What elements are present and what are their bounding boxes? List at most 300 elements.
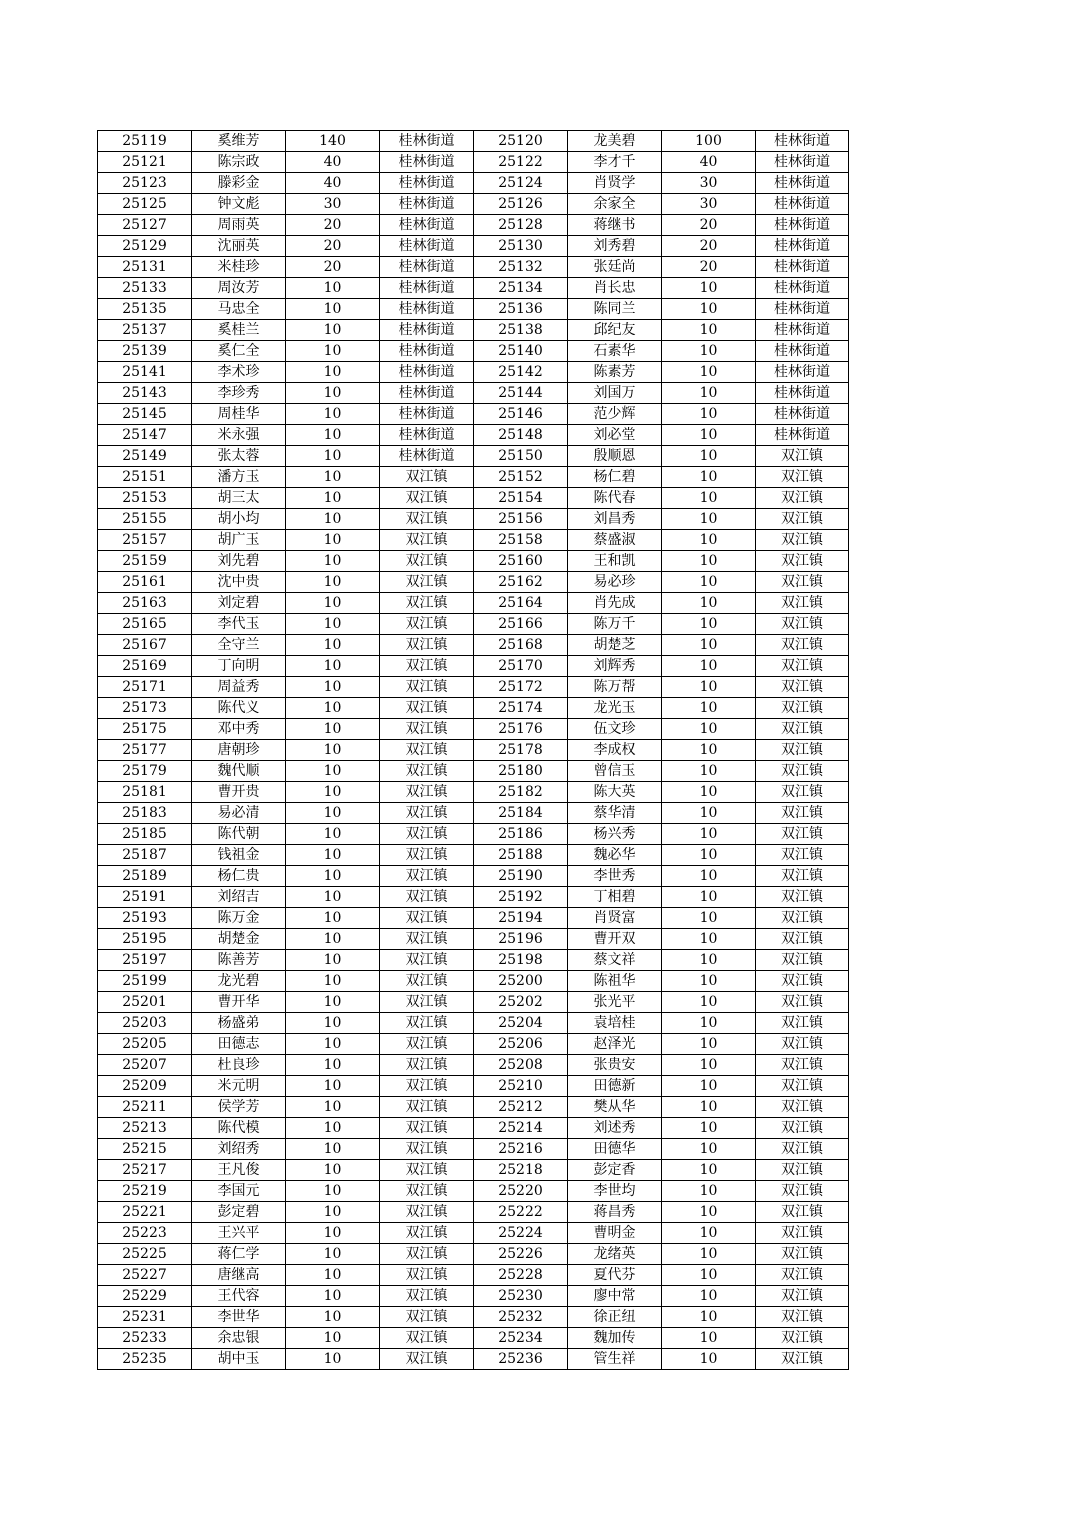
table-row: [98, 509, 849, 530]
cell-name-left: 胡三太: [192, 488, 286, 509]
cell-town-left: 双江镇: [380, 488, 474, 509]
cell-amount-left: 10: [286, 677, 380, 698]
cell-town-left: 双江镇: [380, 1202, 474, 1223]
cell-name-left: 李珍秀: [192, 383, 286, 404]
cell-town-left: 桂林街道: [380, 341, 474, 362]
cell-town-right: 双江镇: [756, 824, 849, 845]
cell-id-left: 25127: [98, 215, 192, 236]
table-row: [98, 1223, 849, 1244]
cell-name-right: 徐正纽: [568, 1307, 662, 1328]
cell-amount-left: 10: [286, 362, 380, 383]
cell-id-right: 25146: [474, 404, 568, 425]
cell-amount-right: 10: [662, 803, 756, 824]
cell-id-left: 25201: [98, 992, 192, 1013]
cell-name-left: 陈代朝: [192, 824, 286, 845]
cell-id-left: 25229: [98, 1286, 192, 1307]
cell-town-left: 双江镇: [380, 1076, 474, 1097]
cell-town-left: 双江镇: [380, 824, 474, 845]
cell-id-left: 25153: [98, 488, 192, 509]
cell-name-right: 李才千: [568, 152, 662, 173]
cell-amount-right: 10: [662, 1160, 756, 1181]
cell-id-left: 25167: [98, 635, 192, 656]
cell-town-right: 双江镇: [756, 1181, 849, 1202]
table-row: [98, 1307, 849, 1328]
cell-name-left: 刘绍吉: [192, 887, 286, 908]
cell-town-right: 双江镇: [756, 1307, 849, 1328]
cell-amount-right: 10: [662, 1139, 756, 1160]
cell-town-left: 双江镇: [380, 656, 474, 677]
cell-id-left: 25227: [98, 1265, 192, 1286]
cell-town-left: 双江镇: [380, 782, 474, 803]
cell-id-right: 25174: [474, 698, 568, 719]
cell-name-left: 杨盛弟: [192, 1013, 286, 1034]
cell-town-left: 双江镇: [380, 572, 474, 593]
cell-id-right: 25236: [474, 1349, 568, 1370]
cell-id-right: 25210: [474, 1076, 568, 1097]
cell-id-right: 25200: [474, 971, 568, 992]
cell-id-left: 25221: [98, 1202, 192, 1223]
cell-town-right: 双江镇: [756, 593, 849, 614]
cell-name-right: 龙绪英: [568, 1244, 662, 1265]
cell-amount-right: 10: [662, 425, 756, 446]
cell-amount-right: 10: [662, 299, 756, 320]
cell-amount-right: 10: [662, 845, 756, 866]
cell-name-right: 刘辉秀: [568, 656, 662, 677]
cell-town-left: 双江镇: [380, 803, 474, 824]
cell-town-left: 双江镇: [380, 1055, 474, 1076]
table-row: [98, 1097, 849, 1118]
cell-name-right: 易必珍: [568, 572, 662, 593]
table-row: [98, 803, 849, 824]
cell-id-left: 25233: [98, 1328, 192, 1349]
cell-town-left: 桂林街道: [380, 131, 474, 152]
cell-id-right: 25202: [474, 992, 568, 1013]
cell-town-right: 双江镇: [756, 1097, 849, 1118]
table-row: [98, 278, 849, 299]
cell-amount-left: 10: [286, 971, 380, 992]
cell-id-left: 25129: [98, 236, 192, 257]
cell-name-right: 袁培桂: [568, 1013, 662, 1034]
cell-amount-right: 10: [662, 320, 756, 341]
cell-amount-right: 10: [662, 1076, 756, 1097]
cell-town-left: 双江镇: [380, 908, 474, 929]
cell-amount-left: 10: [286, 656, 380, 677]
cell-id-left: 25189: [98, 866, 192, 887]
cell-town-right: 桂林街道: [756, 299, 849, 320]
cell-amount-right: 10: [662, 1265, 756, 1286]
cell-town-left: 双江镇: [380, 845, 474, 866]
cell-id-right: 25120: [474, 131, 568, 152]
cell-name-right: 管生祥: [568, 1349, 662, 1370]
cell-town-right: 桂林街道: [756, 404, 849, 425]
cell-id-right: 25134: [474, 278, 568, 299]
cell-id-right: 25140: [474, 341, 568, 362]
cell-id-left: 25211: [98, 1097, 192, 1118]
cell-town-left: 双江镇: [380, 1034, 474, 1055]
cell-name-right: 蔡华清: [568, 803, 662, 824]
cell-amount-right: 10: [662, 278, 756, 299]
table-row: [98, 593, 849, 614]
cell-town-right: 桂林街道: [756, 425, 849, 446]
cell-id-right: 25138: [474, 320, 568, 341]
cell-amount-right: 10: [662, 1223, 756, 1244]
cell-name-left: 周桂华: [192, 404, 286, 425]
cell-name-right: 李成权: [568, 740, 662, 761]
cell-id-left: 25137: [98, 320, 192, 341]
cell-amount-left: 10: [286, 341, 380, 362]
table-row: [98, 215, 849, 236]
cell-id-right: 25150: [474, 446, 568, 467]
cell-name-left: 奚维芳: [192, 131, 286, 152]
cell-id-right: 25176: [474, 719, 568, 740]
cell-name-right: 肖先成: [568, 593, 662, 614]
cell-town-left: 双江镇: [380, 761, 474, 782]
cell-amount-right: 10: [662, 1034, 756, 1055]
cell-town-right: 双江镇: [756, 614, 849, 635]
cell-id-right: 25172: [474, 677, 568, 698]
cell-town-right: 双江镇: [756, 1118, 849, 1139]
cell-amount-left: 10: [286, 509, 380, 530]
cell-town-right: 双江镇: [756, 887, 849, 908]
cell-town-right: 双江镇: [756, 740, 849, 761]
cell-town-left: 桂林街道: [380, 299, 474, 320]
cell-town-left: 双江镇: [380, 1328, 474, 1349]
table-row: [98, 131, 849, 152]
cell-id-left: 25223: [98, 1223, 192, 1244]
cell-amount-left: 10: [286, 887, 380, 908]
cell-amount-left: 10: [286, 1160, 380, 1181]
cell-amount-right: 10: [662, 782, 756, 803]
cell-town-right: 双江镇: [756, 446, 849, 467]
cell-town-left: 桂林街道: [380, 425, 474, 446]
cell-amount-right: 10: [662, 761, 756, 782]
cell-amount-left: 10: [286, 467, 380, 488]
cell-id-left: 25219: [98, 1181, 192, 1202]
cell-name-left: 余忠银: [192, 1328, 286, 1349]
cell-town-left: 双江镇: [380, 1097, 474, 1118]
cell-name-left: 彭定碧: [192, 1202, 286, 1223]
cell-id-right: 25152: [474, 467, 568, 488]
cell-id-right: 25130: [474, 236, 568, 257]
table-row: [98, 635, 849, 656]
cell-town-right: 双江镇: [756, 782, 849, 803]
cell-id-left: 25225: [98, 1244, 192, 1265]
cell-id-right: 25224: [474, 1223, 568, 1244]
cell-amount-right: 10: [662, 404, 756, 425]
cell-name-left: 周益秀: [192, 677, 286, 698]
table-row: [98, 740, 849, 761]
cell-id-left: 25175: [98, 719, 192, 740]
cell-id-left: 25169: [98, 656, 192, 677]
table-row: [98, 929, 849, 950]
table-row: [98, 908, 849, 929]
cell-amount-right: 10: [662, 740, 756, 761]
cell-id-right: 25128: [474, 215, 568, 236]
cell-town-right: 双江镇: [756, 1076, 849, 1097]
cell-id-left: 25209: [98, 1076, 192, 1097]
cell-town-right: 双江镇: [756, 866, 849, 887]
cell-name-right: 蒋继书: [568, 215, 662, 236]
cell-town-right: 双江镇: [756, 1013, 849, 1034]
cell-town-left: 双江镇: [380, 677, 474, 698]
cell-name-left: 钟文彪: [192, 194, 286, 215]
cell-town-right: 双江镇: [756, 572, 849, 593]
table-row: [98, 1013, 849, 1034]
cell-id-right: 25148: [474, 425, 568, 446]
cell-id-right: 25154: [474, 488, 568, 509]
cell-town-right: 双江镇: [756, 1160, 849, 1181]
cell-amount-left: 10: [286, 1265, 380, 1286]
cell-id-right: 25136: [474, 299, 568, 320]
cell-town-right: 双江镇: [756, 1034, 849, 1055]
cell-town-left: 双江镇: [380, 719, 474, 740]
cell-name-left: 蒋仁学: [192, 1244, 286, 1265]
cell-amount-left: 10: [286, 1286, 380, 1307]
cell-amount-right: 30: [662, 194, 756, 215]
table-row: [98, 551, 849, 572]
cell-id-right: 25182: [474, 782, 568, 803]
cell-id-left: 25147: [98, 425, 192, 446]
cell-amount-right: 10: [662, 1118, 756, 1139]
table-row: [98, 425, 849, 446]
table-row: [98, 1139, 849, 1160]
table-row: [98, 1118, 849, 1139]
cell-amount-right: 10: [662, 698, 756, 719]
cell-amount-left: 30: [286, 194, 380, 215]
cell-town-left: 双江镇: [380, 1286, 474, 1307]
cell-id-left: 25185: [98, 824, 192, 845]
cell-id-right: 25188: [474, 845, 568, 866]
cell-id-left: 25207: [98, 1055, 192, 1076]
cell-id-left: 25213: [98, 1118, 192, 1139]
cell-town-left: 双江镇: [380, 509, 474, 530]
cell-town-right: 双江镇: [756, 656, 849, 677]
cell-amount-left: 10: [286, 635, 380, 656]
table-row: [98, 488, 849, 509]
cell-id-left: 25173: [98, 698, 192, 719]
cell-id-left: 25135: [98, 299, 192, 320]
cell-town-left: 双江镇: [380, 698, 474, 719]
cell-amount-left: 10: [286, 782, 380, 803]
cell-town-right: 双江镇: [756, 992, 849, 1013]
cell-town-right: 双江镇: [756, 551, 849, 572]
cell-name-right: 殷顺恩: [568, 446, 662, 467]
table-row: [98, 467, 849, 488]
cell-amount-right: 10: [662, 992, 756, 1013]
cell-amount-left: 10: [286, 992, 380, 1013]
cell-id-left: 25203: [98, 1013, 192, 1034]
cell-name-left: 奚仁全: [192, 341, 286, 362]
cell-town-left: 双江镇: [380, 992, 474, 1013]
cell-name-right: 丁相碧: [568, 887, 662, 908]
cell-name-right: 魏必华: [568, 845, 662, 866]
cell-id-left: 25231: [98, 1307, 192, 1328]
cell-town-left: 桂林街道: [380, 362, 474, 383]
cell-amount-right: 10: [662, 1286, 756, 1307]
cell-name-right: 刘必堂: [568, 425, 662, 446]
cell-id-right: 25162: [474, 572, 568, 593]
cell-id-right: 25124: [474, 173, 568, 194]
cell-amount-left: 10: [286, 1223, 380, 1244]
cell-amount-left: 40: [286, 152, 380, 173]
cell-amount-right: 10: [662, 866, 756, 887]
cell-name-right: 陈同兰: [568, 299, 662, 320]
cell-name-left: 张太蓉: [192, 446, 286, 467]
cell-name-left: 钱祖金: [192, 845, 286, 866]
cell-town-left: 双江镇: [380, 1349, 474, 1370]
cell-name-right: 刘述秀: [568, 1118, 662, 1139]
table-row: [98, 530, 849, 551]
cell-town-left: 桂林街道: [380, 215, 474, 236]
cell-name-left: 米元明: [192, 1076, 286, 1097]
cell-name-right: 张贵安: [568, 1055, 662, 1076]
cell-amount-left: 10: [286, 866, 380, 887]
cell-name-right: 王和凯: [568, 551, 662, 572]
table-row: [98, 1265, 849, 1286]
cell-id-right: 25142: [474, 362, 568, 383]
table-row: [98, 782, 849, 803]
table-row: [98, 698, 849, 719]
cell-town-right: 桂林街道: [756, 383, 849, 404]
cell-id-left: 25123: [98, 173, 192, 194]
cell-name-left: 刘先碧: [192, 551, 286, 572]
cell-town-right: 双江镇: [756, 1139, 849, 1160]
cell-id-right: 25178: [474, 740, 568, 761]
cell-name-right: 余家全: [568, 194, 662, 215]
cell-name-left: 李世华: [192, 1307, 286, 1328]
cell-amount-left: 10: [286, 1034, 380, 1055]
cell-amount-right: 10: [662, 530, 756, 551]
cell-id-right: 25208: [474, 1055, 568, 1076]
cell-name-left: 曹开贵: [192, 782, 286, 803]
cell-amount-right: 10: [662, 824, 756, 845]
cell-name-right: 杨兴秀: [568, 824, 662, 845]
cell-name-left: 陈代义: [192, 698, 286, 719]
cell-id-right: 25170: [474, 656, 568, 677]
cell-amount-right: 10: [662, 1013, 756, 1034]
cell-amount-right: 10: [662, 1202, 756, 1223]
cell-id-left: 25161: [98, 572, 192, 593]
cell-name-right: 伍文珍: [568, 719, 662, 740]
table-row: [98, 404, 849, 425]
cell-name-left: 唐朝珍: [192, 740, 286, 761]
cell-amount-right: 30: [662, 173, 756, 194]
cell-name-right: 田德华: [568, 1139, 662, 1160]
cell-town-left: 双江镇: [380, 551, 474, 572]
table-row: [98, 1202, 849, 1223]
cell-town-right: 双江镇: [756, 488, 849, 509]
cell-name-left: 李术珍: [192, 362, 286, 383]
cell-id-left: 25119: [98, 131, 192, 152]
cell-town-left: 双江镇: [380, 1160, 474, 1181]
cell-amount-left: 10: [286, 824, 380, 845]
cell-amount-right: 10: [662, 677, 756, 698]
cell-amount-left: 140: [286, 131, 380, 152]
cell-name-right: 李世秀: [568, 866, 662, 887]
cell-town-left: 双江镇: [380, 530, 474, 551]
cell-name-left: 沈丽英: [192, 236, 286, 257]
cell-amount-right: 10: [662, 908, 756, 929]
cell-name-left: 潘方玉: [192, 467, 286, 488]
cell-amount-right: 10: [662, 929, 756, 950]
cell-name-left: 全守兰: [192, 635, 286, 656]
cell-id-left: 25151: [98, 467, 192, 488]
cell-town-left: 桂林街道: [380, 446, 474, 467]
table-row: [98, 1244, 849, 1265]
cell-name-left: 丁向明: [192, 656, 286, 677]
cell-name-left: 滕彩金: [192, 173, 286, 194]
cell-amount-left: 10: [286, 1328, 380, 1349]
cell-name-right: 陈祖华: [568, 971, 662, 992]
cell-town-right: 双江镇: [756, 509, 849, 530]
cell-id-left: 25171: [98, 677, 192, 698]
cell-town-right: 桂林街道: [756, 362, 849, 383]
cell-amount-left: 10: [286, 383, 380, 404]
cell-amount-left: 10: [286, 1244, 380, 1265]
cell-name-left: 龙光碧: [192, 971, 286, 992]
cell-id-right: 25180: [474, 761, 568, 782]
cell-name-right: 杨仁碧: [568, 467, 662, 488]
table-row: [98, 341, 849, 362]
cell-amount-right: 40: [662, 152, 756, 173]
table-row: [98, 446, 849, 467]
cell-amount-left: 40: [286, 173, 380, 194]
cell-town-right: 双江镇: [756, 467, 849, 488]
cell-name-right: 邱纪友: [568, 320, 662, 341]
cell-name-right: 赵泽光: [568, 1034, 662, 1055]
cell-amount-left: 20: [286, 257, 380, 278]
cell-name-left: 侯学芳: [192, 1097, 286, 1118]
cell-name-left: 李国元: [192, 1181, 286, 1202]
cell-id-left: 25193: [98, 908, 192, 929]
cell-id-left: 25179: [98, 761, 192, 782]
cell-amount-right: 10: [662, 1244, 756, 1265]
cell-amount-right: 10: [662, 488, 756, 509]
cell-id-left: 25163: [98, 593, 192, 614]
cell-id-left: 25139: [98, 341, 192, 362]
cell-town-right: 双江镇: [756, 908, 849, 929]
cell-name-right: 刘秀碧: [568, 236, 662, 257]
cell-amount-right: 10: [662, 719, 756, 740]
cell-id-left: 25191: [98, 887, 192, 908]
cell-name-left: 刘定碧: [192, 593, 286, 614]
cell-amount-right: 10: [662, 656, 756, 677]
cell-name-right: 曾信玉: [568, 761, 662, 782]
cell-id-left: 25121: [98, 152, 192, 173]
table-row: [98, 677, 849, 698]
cell-name-left: 陈善芳: [192, 950, 286, 971]
table-row: [98, 719, 849, 740]
cell-town-right: 桂林街道: [756, 341, 849, 362]
cell-amount-right: 10: [662, 1328, 756, 1349]
cell-name-left: 米桂珍: [192, 257, 286, 278]
table-row: [98, 1349, 849, 1370]
cell-name-right: 夏代芬: [568, 1265, 662, 1286]
cell-amount-right: 20: [662, 257, 756, 278]
cell-town-right: 双江镇: [756, 929, 849, 950]
cell-town-left: 双江镇: [380, 1265, 474, 1286]
cell-id-right: 25194: [474, 908, 568, 929]
cell-id-right: 25212: [474, 1097, 568, 1118]
cell-town-left: 双江镇: [380, 1118, 474, 1139]
cell-amount-left: 10: [286, 1181, 380, 1202]
table-row: [98, 950, 849, 971]
cell-id-left: 25159: [98, 551, 192, 572]
cell-town-left: 桂林街道: [380, 236, 474, 257]
cell-town-left: 双江镇: [380, 1244, 474, 1265]
table-row: [98, 1034, 849, 1055]
cell-amount-left: 10: [286, 1139, 380, 1160]
